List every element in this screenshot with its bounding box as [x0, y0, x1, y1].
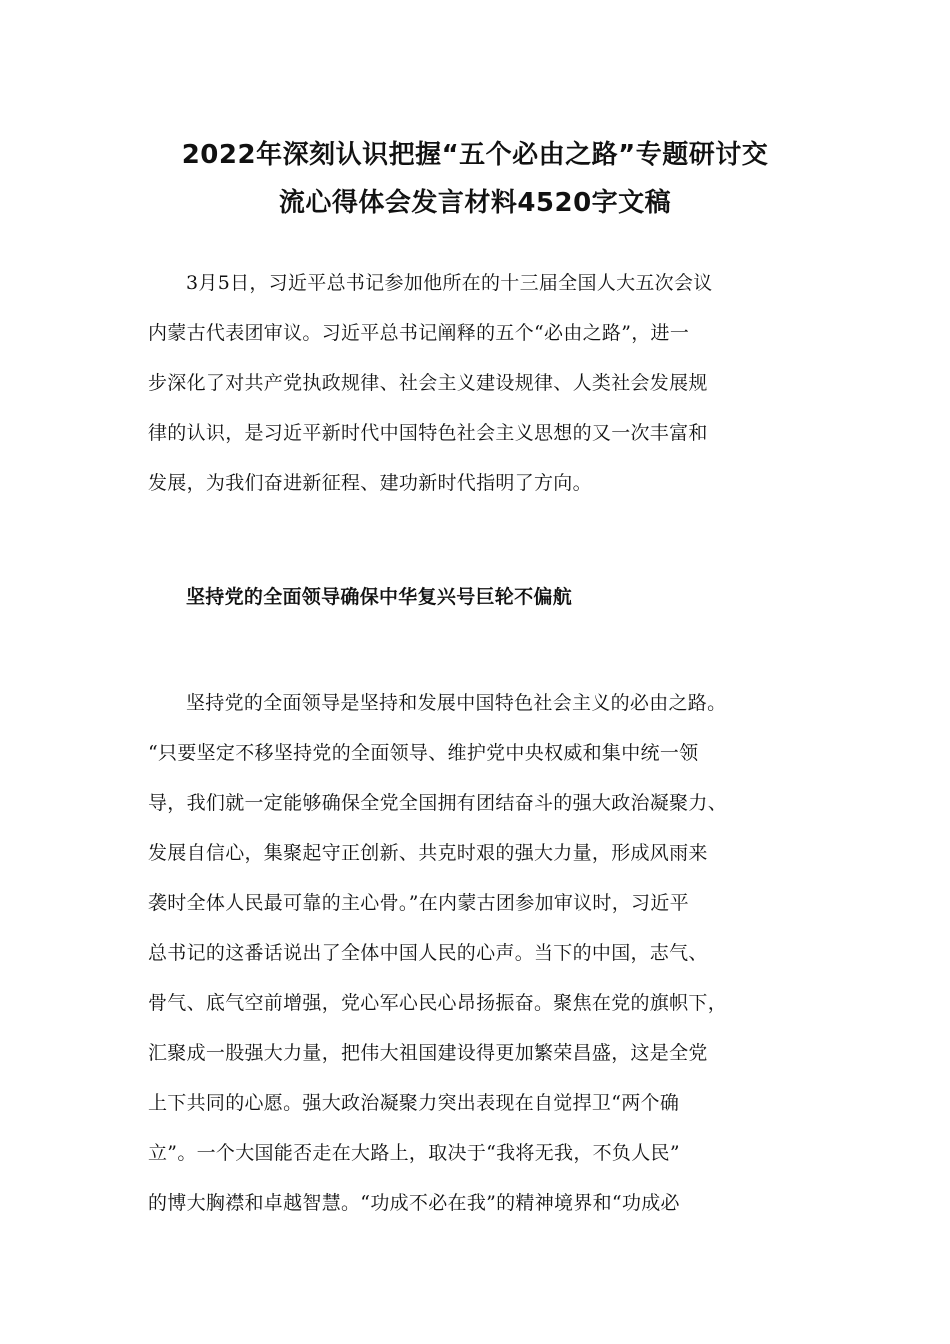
paragraph-line: 步深化了对共产党执政规律、社会主义建设规律、人类社会发展规 [148, 372, 708, 394]
paragraph-line: 骨气、底气空前增强，党心军心民心昂扬振奋。聚焦在党的旗帜下， [148, 992, 728, 1014]
paragraph-line: 的博大胸襟和卓越智慧。“功成不必在我”的精神境界和“功成必 [148, 1192, 680, 1214]
paragraph-line: 内蒙古代表团审议。习近平总书记阐释的五个“必由之路”，进一 [148, 322, 690, 344]
document-title-line-2: 流心得体会发言材料4520字文稿 [278, 188, 672, 218]
paragraph-line: 汇聚成一股强大力量，把伟大祖国建设得更加繁荣昌盛，这是全党 [148, 1042, 708, 1064]
paragraph-line: 立”。一个大国能否走在大路上，取决于“我将无我，不负人民” [148, 1142, 680, 1164]
paragraph-line: 发展自信心，集聚起守正创新、共克时艰的强大力量，形成风雨来 [148, 842, 708, 864]
paragraph-line: 导，我们就一定能够确保全党全国拥有团结奋斗的强大政治凝聚力、 [148, 792, 728, 814]
paragraph-line: 袭时全体人民最可靠的主心骨。”在内蒙古团参加审议时，习近平 [148, 892, 689, 914]
paragraph-line: 上下共同的心愿。强大政治凝聚力突出表现在自觉捍卫“两个确 [148, 1092, 680, 1114]
document-title-line-1: 2022年深刻认识把握“五个必由之路”专题研讨交 [181, 140, 769, 170]
paragraph-line: 3月5日，习近平总书记参加他所在的十三届全国人大五次会议 [186, 272, 713, 294]
paragraph-line: 律的认识，是习近平新时代中国特色社会主义思想的又一次丰富和 [148, 422, 708, 444]
section-heading: 坚持党的全面领导确保中华复兴号巨轮不偏航 [186, 586, 573, 608]
paragraph-line: 发展，为我们奋进新征程、建功新时代指明了方向。 [148, 472, 592, 494]
paragraph-line: “只要坚定不移坚持党的全面领导、维护党中央权威和集中统一领 [148, 742, 699, 764]
intro-paragraph [148, 258, 808, 508]
body-paragraph [148, 678, 808, 1228]
paragraph-line: 坚持党的全面领导是坚持和发展中国特色社会主义的必由之路。 [186, 692, 727, 714]
paragraph-line: 总书记的这番话说出了全体中国人民的心声。当下的中国，志气、 [148, 942, 708, 964]
